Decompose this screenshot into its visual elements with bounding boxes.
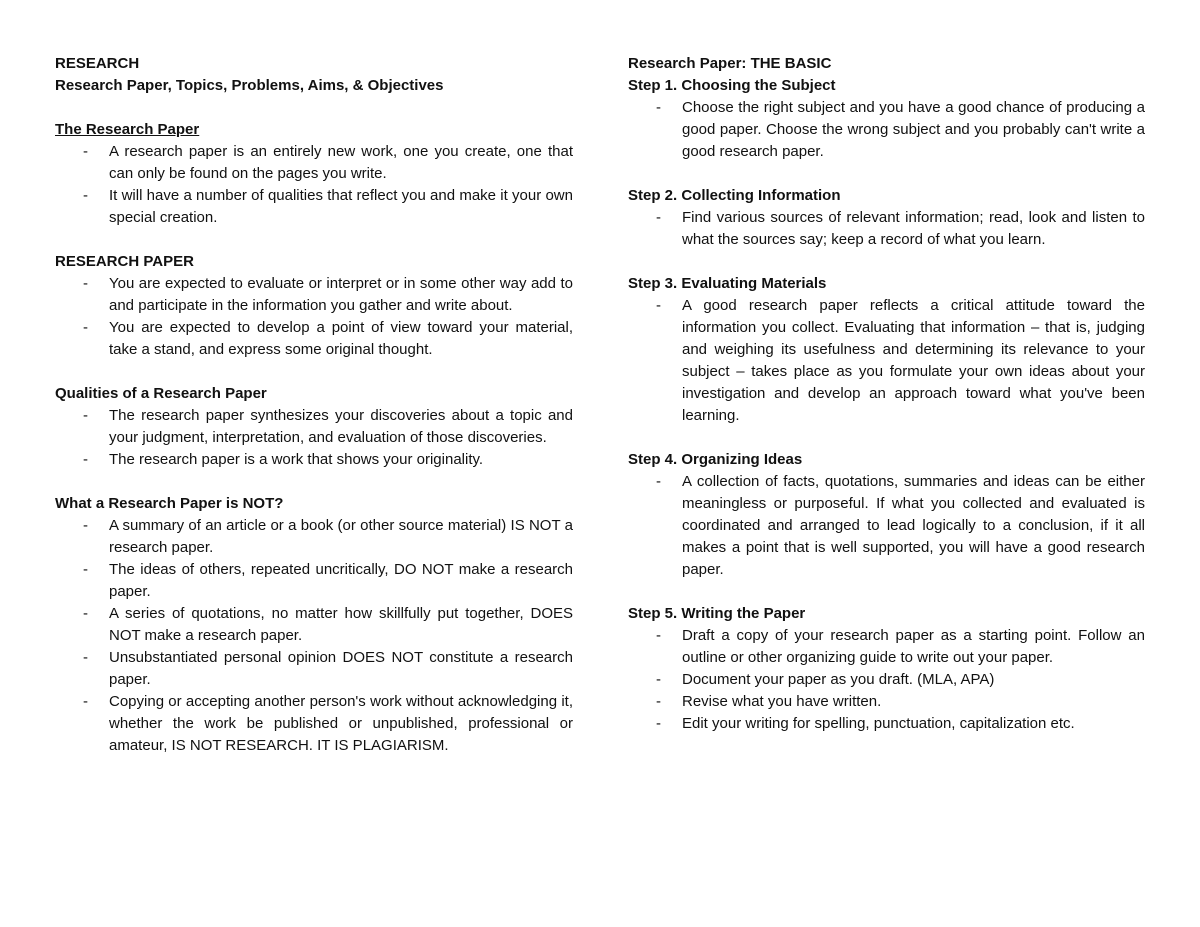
bullet-text: The research paper is a work that shows your originality. [109, 451, 484, 468]
dash-bullet-icon: - [83, 407, 88, 424]
bullet-text: The research paper synthesizes your discoveries about a topic and your judgment, interpretation, and evaluation of those discoveries. [109, 407, 573, 446]
dash-bullet-icon: - [656, 693, 661, 710]
bullet-item [628, 97, 1145, 163]
section-gap [55, 229, 573, 251]
dash-bullet-icon: - [656, 473, 661, 490]
dash-bullet-icon: - [83, 451, 88, 468]
bullet-item [628, 471, 1145, 581]
step-heading: Step 4. Organizing Ideas [628, 451, 803, 468]
bullet-item [55, 405, 573, 449]
dash-bullet-icon: - [656, 209, 661, 226]
document-subtitle: Research Paper, Topics, Problems, Aims, & Objectives [55, 77, 444, 94]
bullet-item [628, 691, 1145, 713]
dash-bullet-icon: - [83, 561, 88, 578]
dash-bullet-icon: - [656, 715, 661, 732]
section-gap [55, 361, 573, 383]
bullet-item [55, 603, 573, 647]
bullet-text: You are expected to evaluate or interpret or in some other way add to and participate in the information you gather and write about. [109, 275, 573, 314]
dash-bullet-icon: - [83, 605, 88, 622]
bullet-text: A good research paper reflects a critical attitude toward the information you collect. Evaluating that information – that is, judging and weighing its usefulness and determining its relevance to your subject – takes place as you formulate your own ideas about your investigation and develop an approach toward what you've been learning. [682, 297, 1145, 424]
left-column [55, 53, 573, 757]
bullet-text: Document your paper as you draft. (MLA, APA) [682, 671, 995, 688]
right-title: Research Paper: THE BASIC [628, 55, 832, 72]
section-heading: What a Research Paper is NOT? [55, 495, 284, 512]
section-heading: RESEARCH PAPER [55, 253, 194, 270]
bullet-text: It will have a number of qualities that reflect you and make it your own special creation. [109, 187, 573, 226]
section-heading: The Research Paper [55, 121, 200, 138]
step-heading: Step 1. Choosing the Subject [628, 77, 836, 94]
bullet-text: Draft a copy of your research paper as a starting point. Follow an outline or other organizing guide to write out your paper. [682, 627, 1145, 666]
bullet-item [55, 515, 573, 559]
bullet-text: A research paper is an entirely new work, one you create, one that can only be found on the pages you write. [109, 143, 573, 182]
bullet-text: Revise what you have written. [682, 693, 882, 710]
bullet-text: Copying or accepting another person's work without acknowledging it, whether the work be published or unpublished, professional or amateur, IS NOT RESEARCH. IT IS PLAGIARISM. [109, 693, 573, 754]
dash-bullet-icon: - [656, 297, 661, 314]
step-heading: Step 5. Writing the Paper [628, 605, 806, 622]
bullet-text: A collection of facts, quotations, summaries and ideas can be either meaningless or purposeful. If what you collected and evaluated is coordinated and arranged to lead logically to a conclusion, if it all makes a point that is well supported, you will have a good research paper. [682, 473, 1145, 578]
step-heading: Step 3. Evaluating Materials [628, 275, 827, 292]
dash-bullet-icon: - [83, 693, 88, 710]
dash-bullet-icon: - [83, 517, 88, 534]
bullet-text: You are expected to develop a point of view toward your material, take a stand, and express some original thought. [109, 319, 573, 358]
section-gap [55, 471, 573, 493]
bullet-item [55, 273, 573, 317]
bullet-item [55, 691, 573, 757]
right-column [628, 53, 1145, 735]
bullet-text: Edit your writing for spelling, punctuation, capitalization etc. [682, 715, 1075, 732]
dash-bullet-icon: - [656, 99, 661, 116]
bullet-item [628, 713, 1145, 735]
section-gap [55, 97, 573, 119]
section-gap [628, 251, 1145, 273]
bullet-text: Unsubstantiated personal opinion DOES NOT constitute a research paper. [109, 649, 573, 688]
section-gap [628, 581, 1145, 603]
bullet-item [628, 295, 1145, 427]
bullet-text: Find various sources of relevant information; read, look and listen to what the sources say; keep a record of what you learn. [682, 209, 1145, 248]
bullet-item [628, 625, 1145, 669]
dash-bullet-icon: - [83, 649, 88, 666]
bullet-text: Choose the right subject and you have a good chance of producing a good paper. Choose the wrong subject and you probably can't write a good research paper. [682, 99, 1145, 160]
bullet-item [55, 141, 573, 185]
bullet-item [628, 207, 1145, 251]
dash-bullet-icon: - [656, 671, 661, 688]
bullet-item [628, 669, 1145, 691]
step-heading: Step 2. Collecting Information [628, 187, 841, 204]
bullet-item [55, 647, 573, 691]
bullet-text: The ideas of others, repeated uncritically, DO NOT make a research paper. [109, 561, 573, 600]
bullet-item [55, 185, 573, 229]
bullet-text: A series of quotations, no matter how skillfully put together, DOES NOT make a research paper. [109, 605, 573, 644]
dash-bullet-icon: - [83, 187, 88, 204]
dash-bullet-icon: - [83, 143, 88, 160]
bullet-item [55, 559, 573, 603]
section-gap [628, 427, 1145, 449]
section-heading: Qualities of a Research Paper [55, 385, 267, 402]
dash-bullet-icon: - [83, 319, 88, 336]
dash-bullet-icon: - [83, 275, 88, 292]
document-title: RESEARCH [55, 55, 140, 72]
bullet-item [55, 449, 573, 471]
section-gap [628, 163, 1145, 185]
bullet-item [55, 317, 573, 361]
bullet-text: A summary of an article or a book (or other source material) IS NOT a research paper. [109, 517, 573, 556]
dash-bullet-icon: - [656, 627, 661, 644]
